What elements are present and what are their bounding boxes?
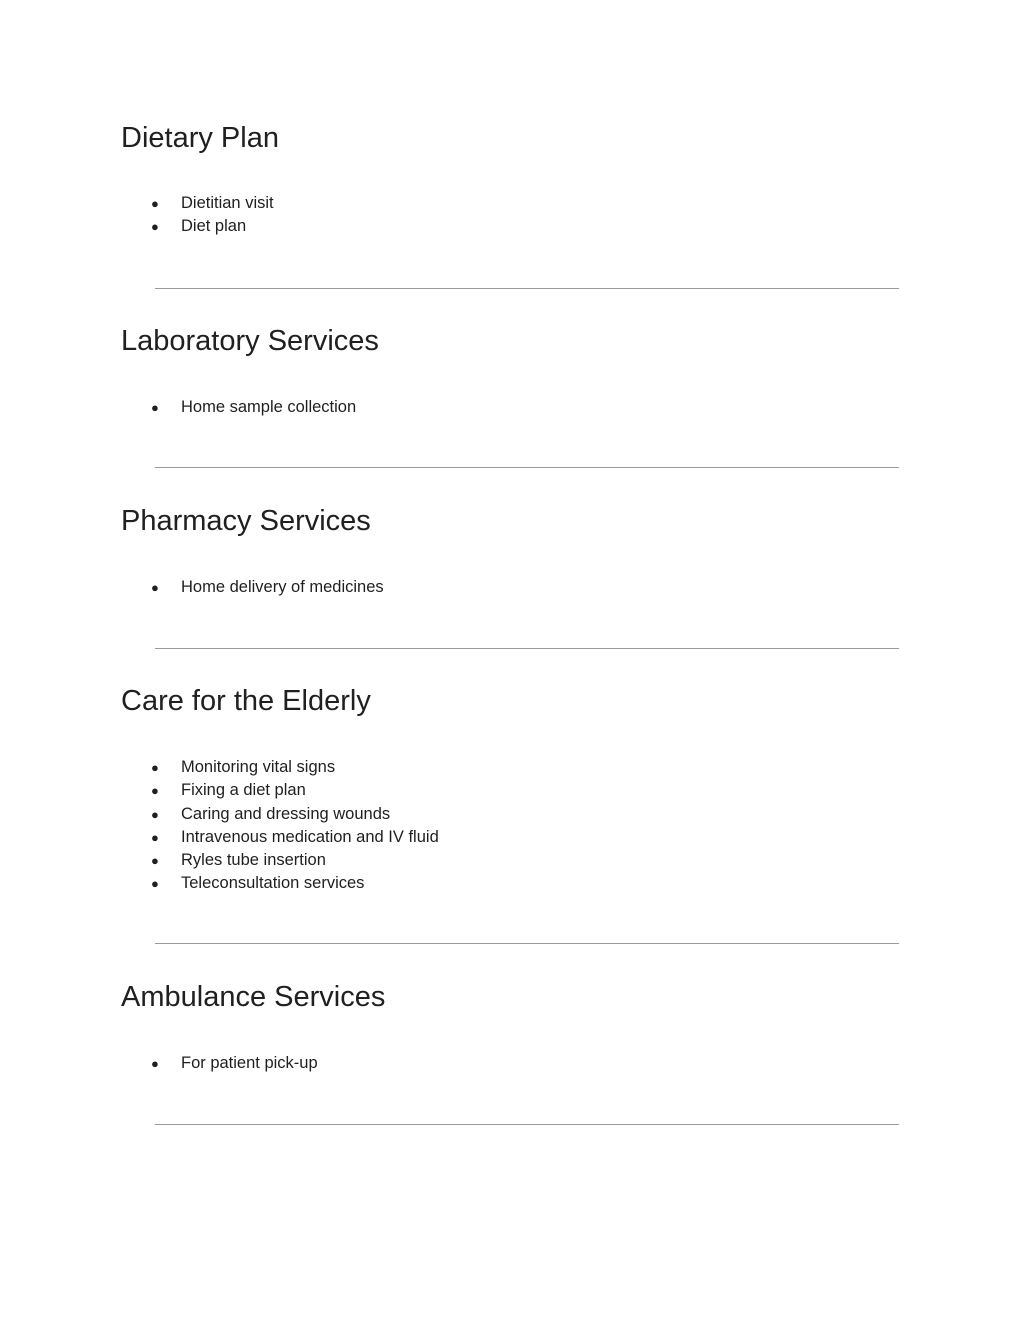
section-divider xyxy=(155,648,899,649)
list-item-text: Diet plan xyxy=(181,217,247,236)
section-heading-care-for-the-elderly: Care for the Elderly xyxy=(121,685,371,717)
section-divider xyxy=(155,288,899,289)
section-divider xyxy=(155,1124,899,1125)
section-divider xyxy=(155,467,899,468)
section-heading-ambulance-services: Ambulance Services xyxy=(121,981,386,1013)
section-heading-dietary-plan: Dietary Plan xyxy=(121,122,279,154)
bullet-icon: ● xyxy=(151,400,159,415)
list-item-text: Fixing a diet plan xyxy=(181,781,306,800)
list-item-text: Monitoring vital signs xyxy=(181,758,336,776)
bullet-icon: ● xyxy=(151,876,159,892)
section-heading-pharmacy-services: Pharmacy Services xyxy=(121,505,371,537)
bullet-icon: ● xyxy=(151,853,159,869)
list-item-text: Ryles tube insertion xyxy=(181,851,326,870)
bullet-icon: ● xyxy=(151,580,159,595)
bullet-icon: ● xyxy=(151,1056,159,1071)
bullet-icon: ● xyxy=(151,829,159,845)
bullet-icon: ● xyxy=(151,219,159,235)
list-item-text: Caring and dressing wounds xyxy=(181,804,391,823)
list-item-text: For patient pick-up xyxy=(181,1054,318,1072)
list-item-text: Teleconsultation services xyxy=(181,874,365,893)
bullet-icon: ● xyxy=(151,783,159,799)
list-item-text: Home sample collection xyxy=(181,398,357,416)
list-item-text: Home delivery of medicines xyxy=(181,578,384,596)
list-item-text: Intravenous medication and IV fluid xyxy=(181,827,439,846)
bullet-icon: ● xyxy=(151,196,159,211)
list-item-text: Dietitian visit xyxy=(181,194,274,212)
bullet-icon: ● xyxy=(151,760,159,775)
section-heading-laboratory-services: Laboratory Services xyxy=(121,325,379,357)
bullet-icon: ● xyxy=(151,806,159,822)
section-divider xyxy=(155,943,899,944)
